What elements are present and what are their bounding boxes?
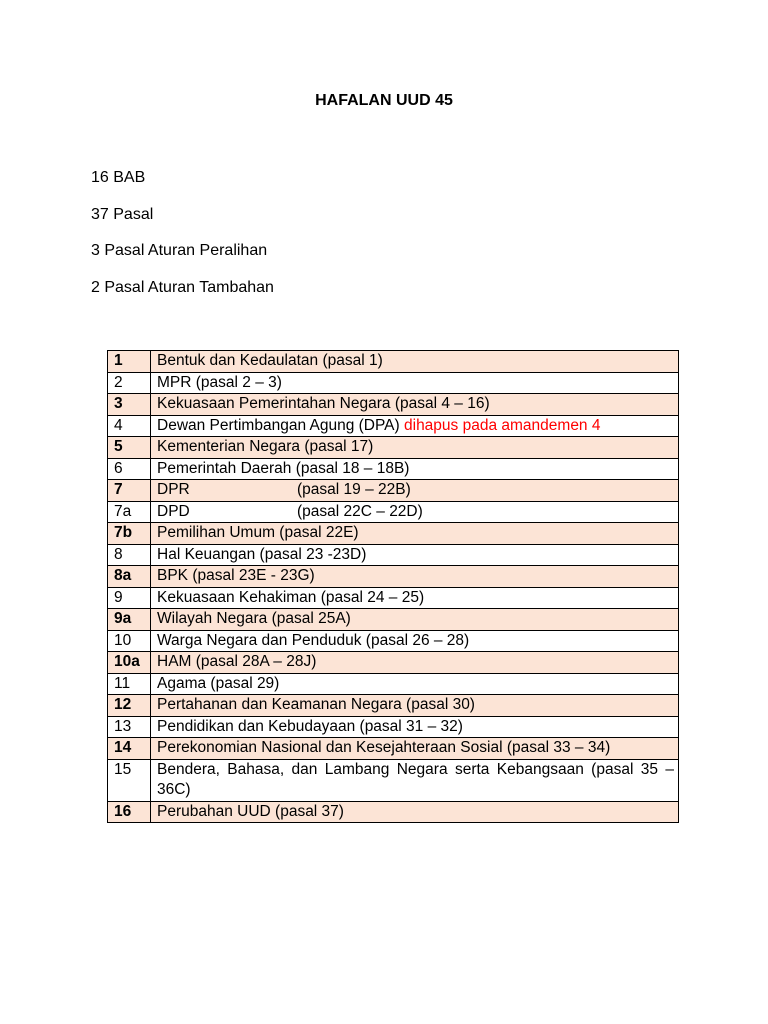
table-row — [108, 566, 679, 588]
bab-pasal: (pasal 19 – 22B) — [297, 481, 411, 498]
bab-title: Pertahanan dan Keamanan Negara (pasal 30) — [151, 695, 679, 717]
bab-title-cell — [151, 415, 679, 437]
bab-number: 9 — [108, 587, 151, 609]
bab-number: 15 — [108, 759, 151, 801]
table-row — [108, 695, 679, 717]
bab-title: HAM (pasal 28A – 28J) — [151, 652, 679, 674]
bab-number: 3 — [108, 394, 151, 416]
bab-number: 14 — [108, 738, 151, 760]
table-row — [108, 652, 679, 674]
bab-number: 6 — [108, 458, 151, 480]
bab-title-cell — [151, 480, 679, 502]
table-row — [108, 609, 679, 631]
bab-title: Kekuasaan Kehakiman (pasal 24 – 25) — [151, 587, 679, 609]
bab-title: Perubahan UUD (pasal 37) — [151, 801, 679, 823]
bab-note: dihapus pada amandemen 4 — [404, 416, 601, 434]
bab-number: 1 — [108, 351, 151, 373]
bab-number: 10 — [108, 630, 151, 652]
bab-number: 7b — [108, 523, 151, 545]
table-row — [108, 738, 679, 760]
bab-title: Warga Negara dan Penduduk (pasal 26 – 28) — [151, 630, 679, 652]
bab-title: Wilayah Negara (pasal 25A) — [151, 609, 679, 631]
bab-title: Kekuasaan Pemerintahan Negara (pasal 4 – 16) — [151, 394, 679, 416]
table-row — [108, 351, 679, 373]
bab-number: 9a — [108, 609, 151, 631]
bab-number: 12 — [108, 695, 151, 717]
bab-title: Kementerian Negara (pasal 17) — [151, 437, 679, 459]
bab-number: 2 — [108, 372, 151, 394]
bab-pasal: (pasal 22C – 22D) — [297, 502, 423, 520]
table-row — [108, 501, 679, 523]
table-row — [108, 630, 679, 652]
bab-title: Dewan Pertimbangan Agung (DPA) — [157, 416, 404, 434]
bab-name: DPD — [157, 502, 190, 520]
bab-name: DPR — [157, 481, 190, 498]
bab-number: 4 — [108, 415, 151, 437]
table-row — [108, 372, 679, 394]
bab-number: 7 — [108, 480, 151, 502]
bab-title: Bentuk dan Kedaulatan (pasal 1) — [151, 351, 679, 373]
table-row — [108, 523, 679, 545]
bab-number: 8 — [108, 544, 151, 566]
table-row — [108, 673, 679, 695]
bab-title: BPK (pasal 23E - 23G) — [151, 566, 679, 588]
table-row — [108, 437, 679, 459]
summary-pasal: 37 Pasal — [91, 205, 154, 223]
table-row — [108, 801, 679, 823]
bab-title: Agama (pasal 29) — [151, 673, 679, 695]
bab-title: Pemilihan Umum (pasal 22E) — [151, 523, 679, 545]
table-row — [108, 458, 679, 480]
bab-number: 5 — [108, 437, 151, 459]
bab-number: 10a — [108, 652, 151, 674]
table-row — [108, 394, 679, 416]
bab-number: 13 — [108, 716, 151, 738]
bab-number: 16 — [108, 801, 151, 823]
table-row — [108, 544, 679, 566]
bab-title: MPR (pasal 2 – 3) — [151, 372, 679, 394]
table-row — [108, 587, 679, 609]
bab-title: Hal Keuangan (pasal 23 -23D) — [151, 544, 679, 566]
table-row — [108, 480, 679, 502]
bab-title: Perekonomian Nasional dan Kesejahteraan Sosial (pasal 33 – 34) — [151, 738, 679, 760]
summary-aturan-tambahan: 2 Pasal Aturan Tambahan — [91, 278, 274, 296]
summary-list — [91, 168, 274, 314]
bab-title: Pendidikan dan Kebudayaan (pasal 31 – 32) — [151, 716, 679, 738]
bab-number: 11 — [108, 673, 151, 695]
table-row — [108, 759, 679, 801]
table-row — [108, 716, 679, 738]
bab-title: Pemerintah Daerah (pasal 18 – 18B) — [151, 458, 679, 480]
summary-aturan-peralihan: 3 Pasal Aturan Peralihan — [91, 242, 268, 260]
table-row — [108, 415, 679, 437]
bab-title: Bendera, Bahasa, dan Lambang Negara serta Kebangsaan (pasal 35 – 36C) — [151, 759, 679, 801]
bab-table — [107, 350, 679, 823]
summary-bab: 16 BAB — [91, 169, 146, 186]
bab-number: 8a — [108, 566, 151, 588]
bab-title-cell — [151, 501, 679, 523]
document-title: HAFALAN UUD 45 — [315, 92, 453, 109]
bab-number: 7a — [108, 501, 151, 523]
